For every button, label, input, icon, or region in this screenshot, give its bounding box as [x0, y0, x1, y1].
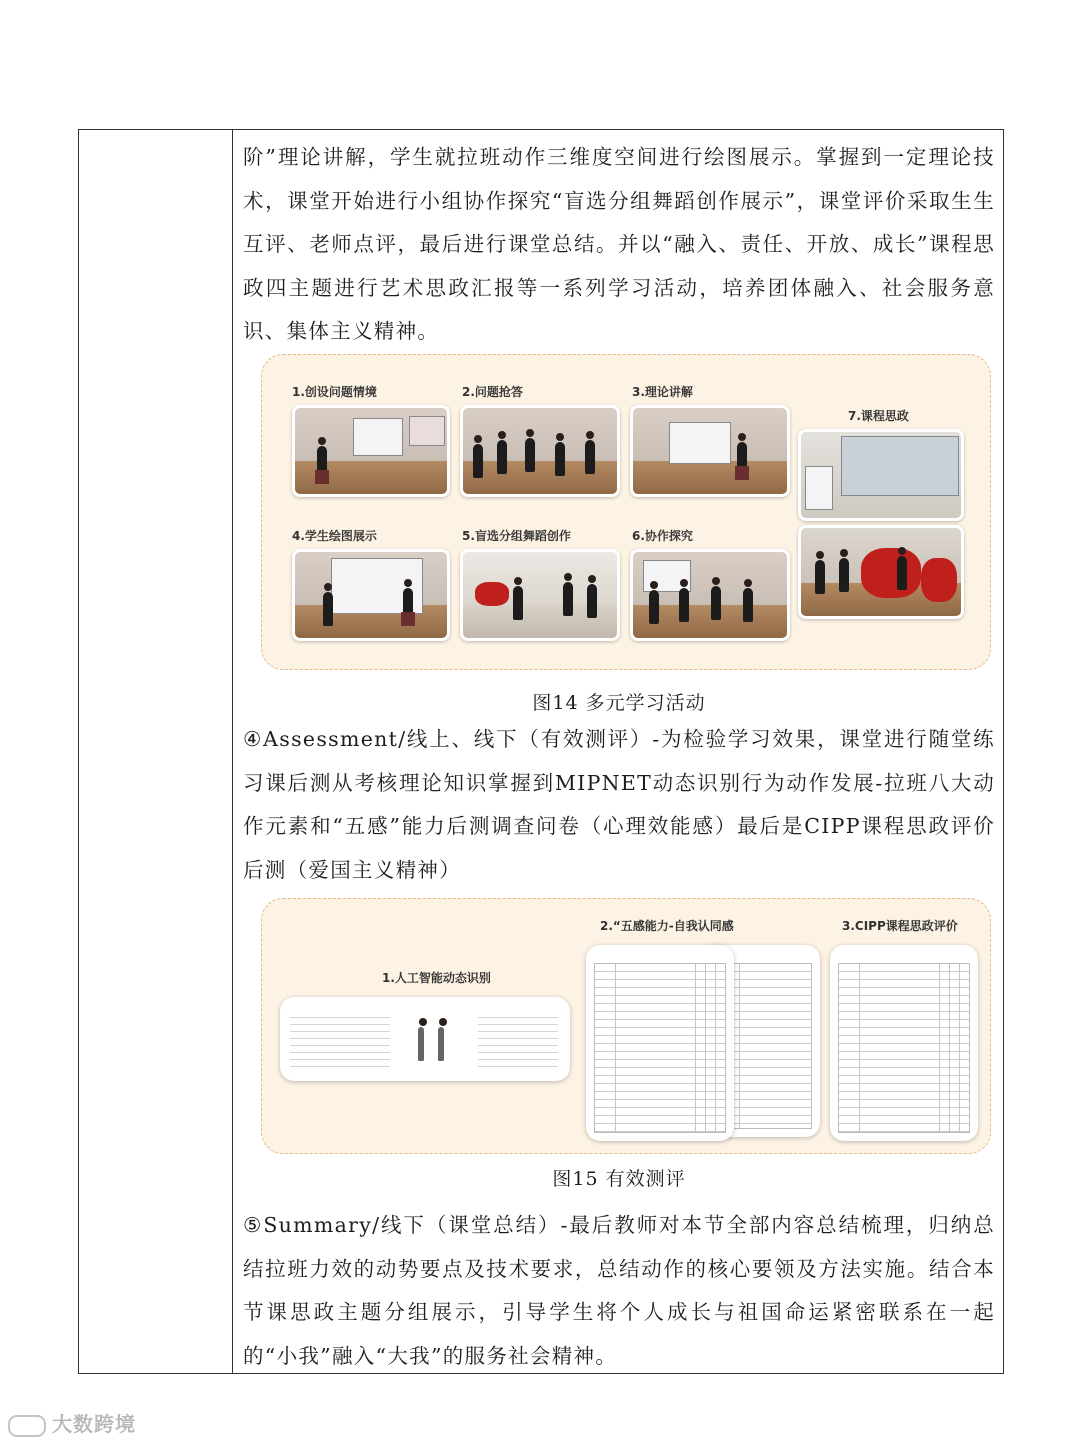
paragraph-activities: 阶”理论讲解，学生就拉班动作三维度空间进行绘图展示。掌握到一定理论技术，课堂开始进行小组协作探究“盲选分组舞蹈创作展示”，课堂评价采取生生互评、老师点评，最后进行课堂总结。并以“融入、责任、开放、成长”课程思政四主题进行艺术思政汇报等一系列学习活动，培养团体融入、社会服务意识、集体主义精神。	[243, 145, 995, 343]
five-senses-document	[586, 945, 734, 1141]
photo-dance-creation	[460, 549, 620, 641]
cipp-document	[830, 945, 978, 1141]
label-ideology: 7.课程思政	[848, 409, 909, 423]
figure-15-caption: 图15 有效测评	[552, 1168, 686, 1190]
figure-14-panel	[261, 354, 991, 670]
label-dance-creation: 5.盲选分组舞蹈创作	[462, 529, 571, 543]
label-five-senses: 2.“五感能力-自我认同感	[600, 919, 734, 933]
photo-ideology-performance	[798, 525, 964, 619]
watermark-logo-icon	[8, 1415, 46, 1437]
paragraph-summary: ⑤Summary/线下（课堂总结）-最后教师对本节全部内容总结梳理，归纳总结拉班力效的动势要点及技术要求，总结动作的核心要领及方法实施。结合本节课思政主题分组展示，引导学生将个人成长与祖国命运紧密联系在一起的“小我”融入“大我”的服务社会精神。	[243, 1213, 995, 1368]
label-theory: 3.理论讲解	[632, 385, 693, 399]
ai-recognition-document	[280, 997, 570, 1081]
label-cipp-evaluation: 3.CIPP课程思政评价	[842, 919, 958, 933]
label-collaboration: 6.协作探究	[632, 529, 693, 543]
figure-15-panel	[261, 898, 991, 1154]
photo-theory	[630, 405, 790, 497]
watermark	[8, 1408, 136, 1437]
photo-scenario	[292, 405, 450, 497]
label-drawing: 4.学生绘图展示	[292, 529, 377, 543]
column-divider	[232, 130, 233, 1373]
content-table	[78, 129, 1004, 1374]
paragraph-assessment: ④Assessment/线上、线下（有效测评）-为检验学习效果，课堂进行随堂练习课后测从考核理论知识掌握到MIPNET动态识别行为动作发展-拉班八大动作元素和“五感”能力后测调查问卷（心理效能感）最后是CIPP课程思政评价后测（爱国主义精神）	[243, 727, 995, 882]
figure-14-caption: 图14 多元学习活动	[532, 692, 706, 714]
photo-drawing	[292, 549, 450, 641]
photo-quiz	[460, 405, 620, 497]
photo-collaboration	[630, 549, 790, 641]
label-scenario: 1.创设问题情境	[292, 385, 377, 399]
photo-ideology	[798, 429, 964, 521]
watermark-text: 大数跨境	[52, 1412, 136, 1436]
label-quiz: 2.问题抢答	[462, 385, 523, 399]
label-ai-recognition: 1.人工智能动态识别	[382, 971, 491, 985]
